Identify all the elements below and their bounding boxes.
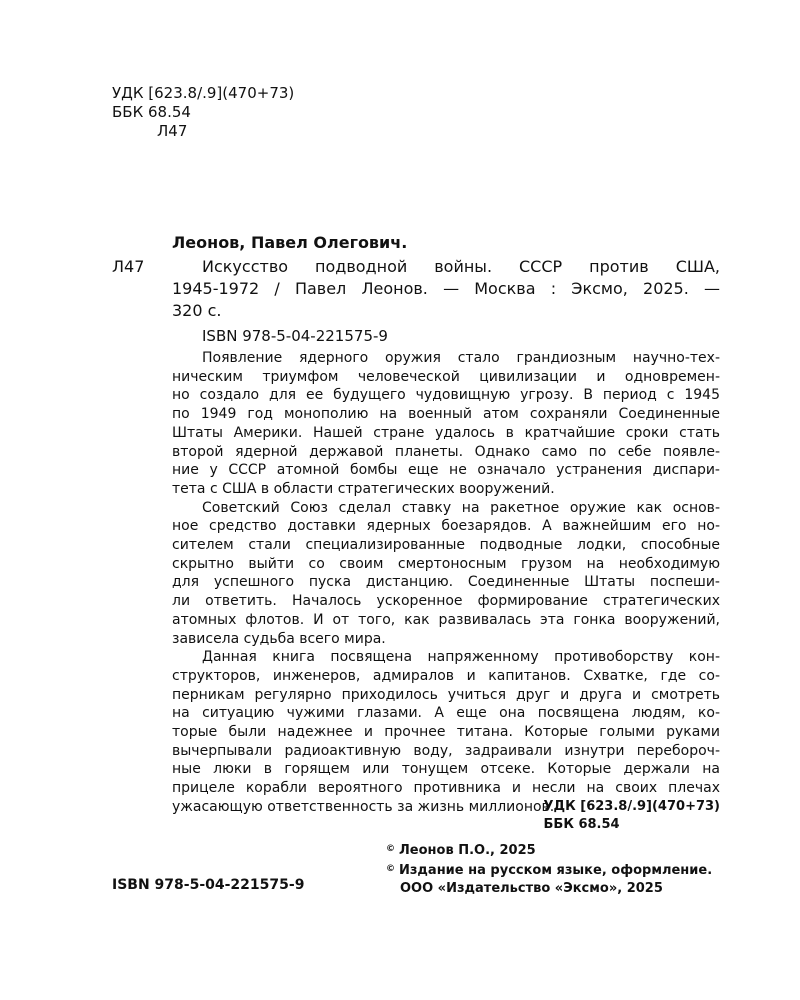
footer-udk-code: УДК [623.8/.9](470+73): [543, 799, 720, 814]
bbk-code: ББК 68.54: [112, 103, 191, 121]
title-line: 320 с.: [172, 301, 222, 320]
annotation-line: ные люки в горящем или тонущем отсеке. Которые держали на: [172, 761, 720, 778]
copyright-edition: Издание на русском языке, оформление.: [399, 863, 713, 878]
annotation-line: Данная книга посвящена напряженному противоборству кон-: [202, 649, 720, 666]
annotation-line: ние у СССР атомной бомбы еще не означало устранения диспари-: [172, 462, 720, 479]
classification-codes: [112, 84, 294, 141]
copyright-line: [386, 860, 712, 880]
isbn: ISBN 978-5-04-221575-9: [202, 327, 388, 345]
annotation-line: ли ответить. Началось ускоренное формирование стратегических: [172, 593, 720, 610]
copyright-block: [386, 840, 712, 898]
udk-code: УДК [623.8/.9](470+73): [112, 84, 295, 102]
annotation: [172, 349, 720, 817]
record-author-sign: Л47: [112, 257, 145, 276]
footer-bbk-code: ББК 68.54: [543, 817, 620, 832]
copyright-author: Леонов П.О., 2025: [399, 843, 536, 858]
annotation-line: вычерпывали радиоактивную воду, задраивали изнутри перебороч-: [172, 742, 720, 759]
annotation-line: атомных флотов. И от того, как развивалась эта гонка вооружений,: [172, 611, 720, 628]
author-heading: Леонов, Павел Олегович.: [172, 233, 408, 252]
annotation-line: Советский Союз сделал ставку на ракетное оружие как основ-: [202, 499, 720, 516]
annotation-line: ужасающую ответственность за жизнь миллионов.: [172, 798, 555, 815]
annotation-line: тета с США в области стратегических вооружений.: [172, 480, 555, 497]
author-sign: Л47: [157, 122, 188, 140]
annotation-line: зависела судьба всего мира.: [172, 630, 386, 647]
annotation-line: скрытно выйти со своим смертоносным грузом на необходимую: [172, 555, 720, 572]
copyright-symbol: ©: [386, 844, 395, 854]
annotation-line: но создало для ее будущего чудовищную угрозу. В период с 1945: [172, 387, 720, 404]
annotation-line: структоров, инженеров, адмиралов и капитанов. Схватке, где со-: [172, 667, 720, 684]
footer-isbn: ISBN 978-5-04-221575-9: [112, 877, 305, 893]
annotation-line: для успешного пуска дистанцию. Соединенные Штаты поспеши-: [172, 574, 720, 591]
annotation-line: ное средство доставки ядерных боезарядов. А важнейшим его но-: [172, 518, 720, 535]
annotation-line: сителем стали специализированные подводные лодки, способные: [172, 537, 720, 554]
annotation-line: по 1949 год монополию на военный атом сохраняли Соединенные: [172, 406, 720, 423]
title-line: Искусство подводной войны. СССР против США,: [202, 257, 720, 276]
copyright-line: [386, 840, 712, 860]
annotation-line: торые были надежнее и прочнее титана. Которые голыми руками: [172, 724, 720, 741]
title-line: 1945-1972 / Павел Леонов. — Москва : Эксмо, 2025. —: [172, 279, 720, 298]
annotation-line: перникам регулярно приходилось учиться друг и друга и смотреть: [172, 686, 720, 703]
annotation-line: второй ядерной державой планеты. Однако само по себе появле-: [172, 443, 720, 460]
annotation-line: Появление ядерного оружия стало грандиозным научно-тех-: [202, 350, 720, 366]
annotation-line: Штаты Америки. Нашей стране удалось в кратчайшие сроки стать: [172, 424, 720, 441]
annotation-line: на ситуацию чужими глазами. А еще она посвящена людям, ко-: [172, 705, 720, 722]
copyright-publisher: ООО «Издательство «Эксмо», 2025: [400, 881, 663, 896]
footer-classification-codes: [544, 798, 721, 834]
copyright-symbol: ©: [386, 864, 395, 874]
annotation-line: ническим триумфом человеческой цивилизации и одновремен-: [172, 368, 720, 385]
annotation-line: прицеле корабли вероятного противника и несли на своих плечах: [172, 780, 720, 797]
title-statement: [172, 256, 720, 322]
